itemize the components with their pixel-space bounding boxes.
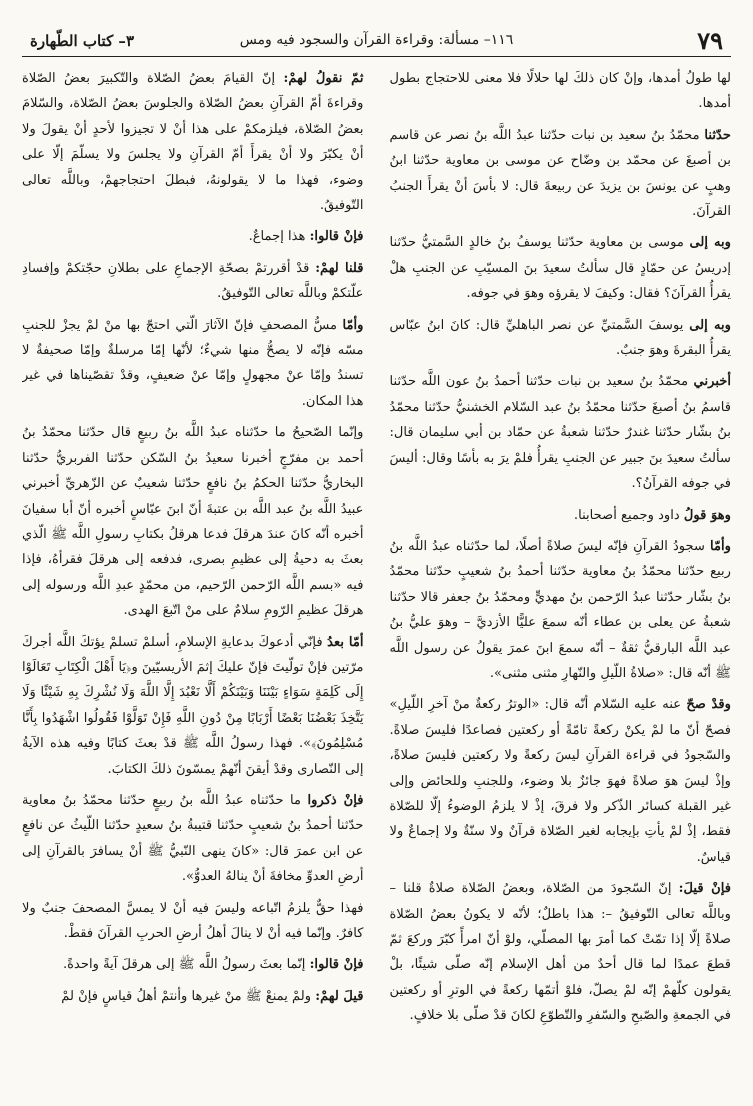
paragraph-text: موسى بن معاوية حدّثنا يوسفُ بنُ خالدٍ السَّمتيُّ حدّثنا إدريسُ عن حمّادٍ قال سألتُ سعيدَ بنَ المسيّبِ عن الجنبِ هلْ يقرأُ القرآنَ؟ فقال: وكيفَ لا يقرؤه وهوَ في جوفه.: [389, 235, 731, 302]
paragraph-text: ولمْ يمنعْ ﷺ منْ غيرها وأنتمْ أهلُ قياسٍ فإنْ لمْ: [61, 988, 312, 1004]
paragraph-text: محمّدُ بنُ سعيد بن نبات حدّثنا عبدُ اللَّه بنُ نصر عن قاسم بن أصبغَ عن محمّد بن وضّاح عن موسى بن معاوية حدّثنا ابنُ وهبٍ عن يونسَ بن يزيدَ عن ربيعةَ قال: لا بأسَ أنْ يقرأَ الجنبُ القرآنَ.: [389, 127, 731, 220]
page-number: ٧٩: [697, 26, 723, 55]
paragraph-text: إنّ القيامَ بعضُ الصّلاة والتّكبيرَ بعضُ الصّلاة وقراءةَ أمّ القرآنِ بعضُ الصّلاة والجلوسَ بعضُ الصّلاة، والسّلامَ بعضُ الصّلاة، فيلزمكمْ على هذا أنْ لا تجيزوا لأحدٍ أنْ يقولَ ولا أنْ يكبّرَ ولا أنْ يقرأَ أمّ القرآنِ ولا يجلسَ ولا يسلّمَ إلّا على وضوء، فهذا ما لا يقولونهُ، فبطلَ احتجاجهمْ، وباللَّه تعالى التّوفيقُ.: [22, 71, 364, 214]
paragraph-lead: فإنْ ذكروا: [307, 792, 364, 808]
paragraph-lead: وقدْ صحّ: [686, 697, 731, 713]
paragraph-lead: أخبرني: [693, 374, 731, 390]
paragraph-text: إنّما بعثَ رسولُ اللَّه ﷺ إلى هرقلَ آيةً واحدةً.: [62, 957, 306, 973]
paragraph-text: لها طولُ أمدها، وإنْ كان ذلكَ لها حلالًا فلا معنى للاحتجاج بطول أمدها.: [389, 71, 731, 112]
paragraph: [390, 123, 732, 225]
paragraph: [22, 256, 364, 307]
paragraph-lead: أمّا بعدُ: [327, 634, 364, 650]
paragraph-lead: ثمّ نقولُ لهمْ:: [283, 71, 364, 86]
paragraph-text: هذا إجماعٌ.: [248, 229, 306, 245]
paragraph: [22, 984, 364, 1009]
paragraph-text: فإنّي أدعوكَ بدعايةِ الإسلامِ، أسلمْ تسلمْ يؤتكَ اللَّه أجركَ مرّتين فإنْ تولّيتَ فإنّ عليكَ إثمَ الأريسيّينَ و﴿يَا أَهْلَ الْكِتَابِ تَعَالَوْا إِلَى كَلِمَةٍ سَوَاءٍ بَيْنَنَا وَبَيْنَكُمْ أَلَّا نَعْبُدَ إِلَّا اللَّهَ وَلَا نُشْرِكَ بِهِ شَيْئًا وَلَا يَتَّخِذَ بَعْضُنَا بَعْضًا أَرْبَابًا مِنْ دُونِ اللَّهِ فَإِنْ تَوَلَّوْا فَقُولُوا اشْهَدُوا بِأَنَّا مُسْلِمُونَ﴾». فهذا رسولُ اللَّه ﷺ قدْ بعثَ كتابًا وفيه هذه الآيةُ إلى النّصارى وقدْ أيقنَ أنّهمْ يمسّونَ ذلكَ الكتابَ.: [22, 634, 364, 777]
paragraph-lead: وبه إلى: [689, 317, 731, 333]
paragraph: [390, 369, 732, 496]
chapter-title: ١١٦– مسألة: وقراءة القرآن والسجود فيه ومس: [239, 32, 514, 48]
paragraph-lead: فإنْ قيلَ:: [678, 881, 731, 897]
running-header: [22, 26, 731, 57]
paragraph: [22, 66, 364, 218]
paragraph: [22, 788, 364, 890]
paragraph: [390, 692, 732, 870]
paragraph-lead: قيلَ لهمْ:: [315, 988, 364, 1004]
paragraph: [22, 420, 364, 623]
paragraph-text: وإنّما الصّحيحُ ما حدّثناه عبدُ اللَّه بنُ ربيعٍ قال حدّثنا محمّدُ بنُ أحمد بن مفرّجٍ أخبرنا سعيدُ بنُ السّكن حدّثنا الفربريُّ حدّثنا البخاريُّ حدّثنا الحكمُ بنُ نافعٍ حدّثنا شعيبٌ عن الزّهريِّ أخبرني عبيدُ اللَّه بنُ عبد اللَّه بن عتبةَ أنّ ابنَ عبّاسٍ أخبره أنّ أبا سفيانَ أخبره أنّه كانَ عندَ هرقلَ فدعا هرقلُ بكتابِ رسولِ اللَّه ﷺ الّذي بعثَ به دحيةُ إلى عظيمِ بصرى، فدفعه إلى هرقلَ فقرأهُ، فإذا فيه «بسم اللَّه الرّحمن الرّحيم، من محمّدٍ عبدِ اللَّه ورسوله إلى هرقلَ عظيمِ الرّومِ سلامٌ على منْ اتّبعَ الهدى.: [22, 425, 364, 619]
paragraph-lead: وأمّا: [342, 317, 364, 333]
paragraph: [390, 66, 732, 117]
paragraph-lead: حدّثنا: [704, 127, 731, 143]
paragraph-text: ما حدّثناه عبدُ اللَّه بنُ ربيعٍ حدّثنا محمّدُ بنُ معاوية حدّثنا أحمدُ بنُ شعيبٍ حدّثنا قتيبةُ بنُ سعيدٍ حدّثنا اللّيثُ عن نافعٍ عن ابن عمرَ قال: «كانَ ينهى النّبيُّ ﷺ أنْ يسافرَ بالقرآنِ إلى أرضِ العدوِّ مخافةَ أنْ ينالهُ العدوُّ».: [22, 792, 364, 885]
paragraph-text: محمّدُ بنُ سعيد بن نبات حدّثنا أحمدُ بنُ عون اللَّه حدّثنا قاسمُ بنُ أصبغَ حدّثنا محمّدُ بنُ عبد السّلام الخشنيُّ حدّثنا محمّدُ بنُ بشّار حدّثنا غندرٌ حدّثنا شعبةُ عن حمّاد بن أبي سليمان قال: سألتُ سعيدَ بنَ جبير عن الجنبِ يقرأُ فلمْ يرَ به بأسًا وقال: أليسَ في جوفه القرآنُ؟.: [389, 374, 731, 492]
paragraph-text: سجودُ القرآنِ فإنّه ليسَ صلاةً أصلًا، لما حدّثناه عبدُ اللَّه بنُ ربيع حدّثنا محمّدُ بنُ معاوية حدّثنا أحمدُ بنُ شعيبٍ حدّثنا محمّدُ بنُ بشّار حدّثنا عبدُ الرّحمن بنُ مهديٍّ ومحمّدُ بنُ جعفر قالا حدّثنا شعبةُ عن يعلى بن عطاء أنّه سمعَ عليًّا الأزديَّ – وهوَ عليُّ بنُ عبد اللَّه البارقيُّ ثقةٌ – أنّه سمعَ ابنَ عمرَ يقولُ عن رسول اللَّه ﷺ أنّه قال: «صلاةُ اللّيلِ والنّهارِ مثنى مثنى».: [389, 538, 731, 681]
paragraph-text: عنه عليه السّلام أنّه قال: «الوترُ ركعةٌ منْ آخرِ اللّيلِ» فصحّ أنّ ما لمْ يكنْ ركعةً تامّةً أو ركعتين فصاعدًا فليسَ صلاةً. والسّجودُ في قراءة القرآنِ ليسَ ركعةً ولا ركعتين فليسَ صلاةً، وإذْ ليسَ هوَ صلاةً فهوَ جائزٌ بلا وضوء، وللجنبِ وللحائض وإلى غير القبلة كسائر الذّكر ولا فرقَ، إذْ لا يلزمُ الوضوءُ إلّا للصّلاة فقط، إذْ لمْ يأتِ بإيجابه لغير الصّلاة قرآنٌ ولا سنّةٌ ولا إجماعٌ ولا قياسٌ.: [389, 697, 731, 865]
paragraph: [22, 630, 364, 782]
paragraph: [22, 313, 364, 415]
paragraph: [390, 313, 732, 364]
right-column: [390, 66, 732, 1086]
paragraph-lead: قلنا لهمْ:: [315, 260, 364, 276]
paragraph-text: إنّ السّجودَ من الصّلاة، وبعضُ الصّلاة صلاةٌ قلنا – وباللَّه تعالى التّوفيقُ –: هذا باطلٌ؛ لأنّه لا يكونُ بعضُ الصّلاة صلاةً إلّا إذا تمّتْ كما أمرَ بها المصلّي، ولوْ أنّ امرأً كبّرَ وركعَ ثمّ قطعَ عمدًا لما قال أحدٌ من أهل الإسلام إنّه صلّى شيئًا، بلْ يقولون كلّهمْ إنّه لمْ يصلّ، فلوْ أتمّها ركعةً في الوترِ أو ركعتين في الجمعةِ والصّبحِ والسّفرِ والتّطوّعِ لكانَ قدْ صلّى بلا خلافٍ.: [389, 881, 731, 1024]
paragraph-text: يوسفَ السَّمتيِّ عن نصر الباهليِّ قال: كانَ ابنُ عبّاس يقرأُ البقرةَ وهوَ جنبٌ.: [389, 317, 731, 359]
paragraph-text: فهذا حقٌّ يلزمُ اتّباعه وليسَ فيه أنْ لا يمسَّ المصحفَ جنبٌ ولا كافرٌ. وإنّما فيه أنْ لا ينالَ أهلُ أرضِ الحربِ القرآنَ فقطْ.: [22, 900, 364, 941]
paragraph: [390, 876, 732, 1028]
paragraph: [390, 534, 732, 686]
paragraph: [390, 503, 732, 528]
paragraph-lead: فإنْ قالوا:: [309, 229, 364, 245]
paragraph-lead: وهوَ قولُ: [683, 507, 731, 523]
paragraph: [22, 896, 364, 947]
paragraph-text: قدْ أقررتمْ بصحّةِ الإجماعِ على بطلانِ حجّتكمْ وإفسادِ علّتكمْ وباللَّه تعالى التّوفيقُ.: [22, 260, 364, 302]
paragraph: [22, 224, 364, 249]
paragraph-lead: وأمّا: [710, 538, 731, 554]
paragraph-text: مسُّ المصحفِ فإنّ الآثارَ الّتي احتجّ بها منْ لمْ يجزْ للجنبِ مسّه فإنّه لا يصحُّ منها شيءٌ؛ لأنّها إمّا مرسلةٌ وإمّا صحيفةٌ لا تسندُ وإمّا عنْ مجهولٍ وإمّا عنْ ضعيفٍ، وقدْ تقصّيناها في غير هذا المكان.: [22, 317, 364, 409]
paragraph-lead: فإنْ قالوا:: [309, 957, 364, 973]
left-column: [22, 66, 364, 1086]
paragraph-lead: وبه إلى: [689, 235, 731, 251]
paragraph: [390, 230, 732, 306]
book-title: ٣– كتاب الطّهارة: [30, 32, 134, 50]
paragraph: [22, 952, 364, 977]
paragraph-text: داود وجميع أصحابنا.: [573, 507, 680, 523]
text-columns: [22, 66, 731, 1086]
